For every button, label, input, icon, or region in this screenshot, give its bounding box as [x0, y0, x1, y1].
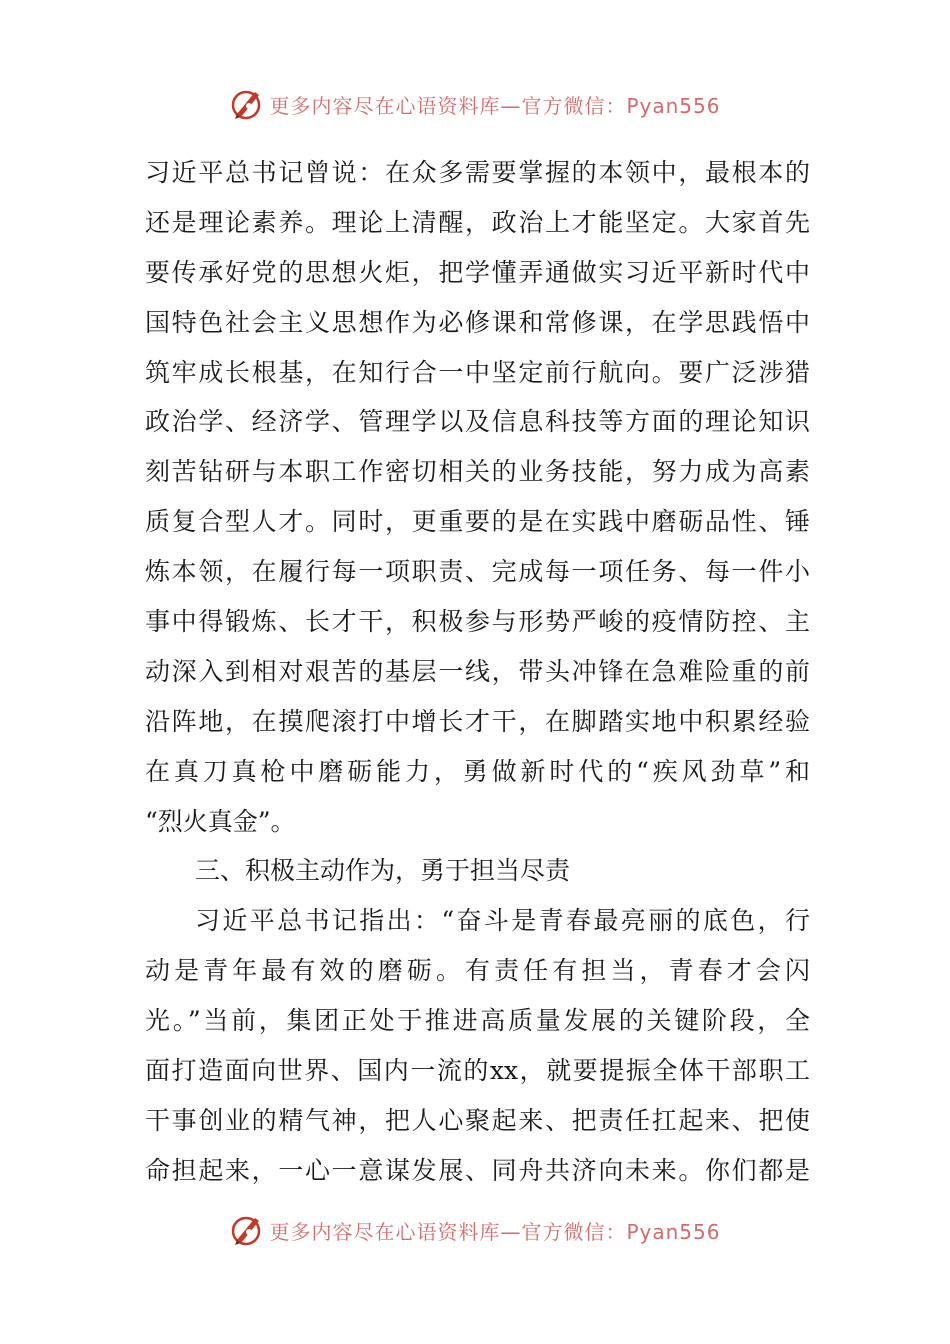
text-line: 习近平总书记曾说：在众多需要掌握的本领中，最根本的	[145, 158, 810, 187]
text-line: 习近平总书记指出：“奋斗是青春最亮丽的底色，行	[195, 906, 810, 936]
text-line: 光。”当前，集团正处于推进高质量发展的关键阶段，全	[145, 1006, 810, 1036]
text-line: 刻苦钻研与本职工作密切相关的业务技能，努力成为高素	[145, 457, 810, 487]
text-line: “烈火真金”。	[145, 806, 296, 836]
watermark-header	[0, 84, 950, 124]
text-line: 还是理论素养。理论上清醒，政治上才能坚定。大家首先	[145, 207, 810, 237]
text-line: 事中得锻炼、长才干，积极参与形势严峻的疫情防控、主	[145, 607, 810, 637]
text-line: 沿阵地，在摸爬滚打中增长才干，在脚踏实地中积累经验	[145, 706, 810, 736]
text-line: 政治学、经济学、管理学以及信息科技等方面的理论知识	[145, 407, 810, 437]
text-line: 干事创业的精气神，把人心聚起来、把责任扛起来、把使	[145, 1105, 810, 1135]
pen-logo-icon	[229, 1212, 265, 1248]
text-line: 筑牢成长根基，在知行合一中坚定前行航向。要广泛涉猎	[145, 357, 810, 387]
text-line: 命担起来，一心一意谋发展、同舟共济向未来。你们都是	[145, 1155, 810, 1185]
section-heading: 三、积极主动作为，勇于担当尽责	[195, 856, 571, 886]
text-line: 国特色社会主义思想作为必修课和常修课，在学思践悟中	[145, 307, 810, 337]
watermark-footer	[0, 1210, 950, 1250]
watermark-text: 更多内容尽在心语资料库—官方微信：Pyan556	[269, 1219, 721, 1244]
text-line: 要传承好党的思想火炬，把学懂弄通做实习近平新时代中	[145, 257, 810, 287]
pen-logo-icon	[229, 86, 265, 122]
text-line: 动深入到相对艰苦的基层一线，带头冲锋在急难险重的前	[145, 656, 810, 686]
text-line: 动是青年最有效的磨砺。有责任有担当，青春才会闪	[145, 956, 810, 986]
watermark-text: 更多内容尽在心语资料库—官方微信：Pyan556	[269, 93, 721, 118]
text-line: 面打造面向世界、国内一流的xx，就要提振全体干部职工	[145, 1056, 810, 1086]
text-line: 在真刀真枪中磨砺能力，勇做新时代的“疾风劲草”和	[145, 756, 810, 786]
text-line: 炼本领，在履行每一项职责、完成每一项任务、每一件小	[145, 557, 810, 587]
document-body	[145, 148, 810, 1196]
text-line: 质复合型人才。同时，更重要的是在实践中磨砺品性、锤	[145, 507, 810, 537]
